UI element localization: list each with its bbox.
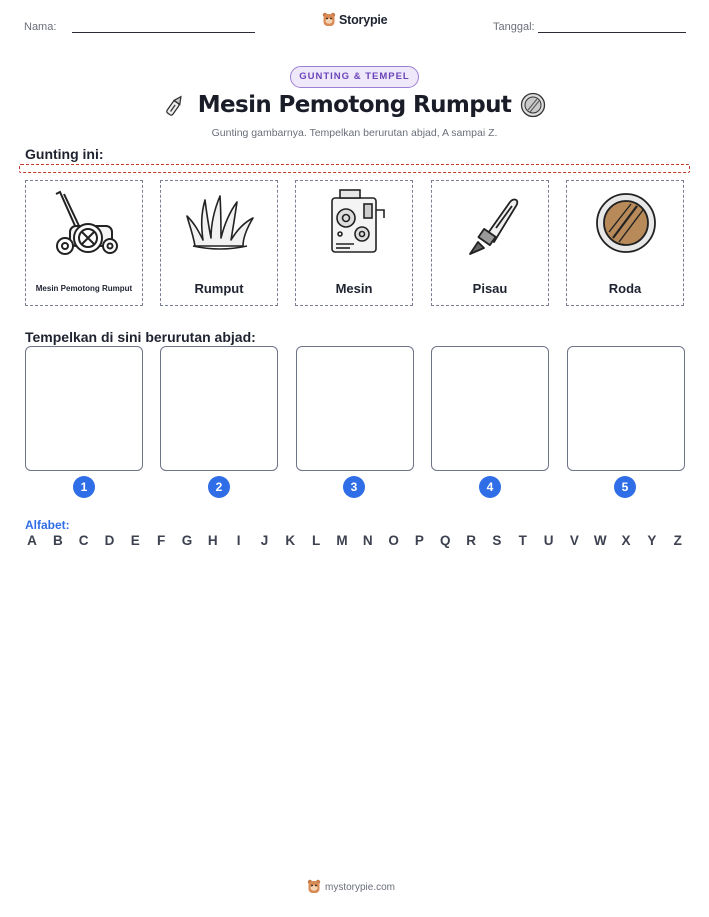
page-title: Mesin Pemotong Rumput xyxy=(197,92,512,118)
alphabet-letter: M xyxy=(336,533,348,548)
knife-icon xyxy=(456,188,526,258)
slot-number-badge: 3 xyxy=(343,476,365,498)
alphabet-letter: H xyxy=(207,533,218,548)
paste-slot-1[interactable] xyxy=(25,346,143,471)
paste-section-label: Tempelkan di sini berurutan abjad: xyxy=(25,329,256,345)
paste-slot-4[interactable] xyxy=(431,346,549,471)
alphabet-letter: T xyxy=(518,533,527,548)
card-label: Mesin xyxy=(335,281,373,296)
activity-tag: GUNTING & TEMPEL xyxy=(290,66,419,88)
alphabet-letter: R xyxy=(466,533,476,548)
alphabet-letter: O xyxy=(388,533,399,548)
footer xyxy=(307,879,395,895)
wheel-icon xyxy=(591,188,661,258)
alphabet-letter: V xyxy=(569,533,579,548)
slot-number-badge: 4 xyxy=(479,476,501,498)
alphabet-letter: X xyxy=(621,533,631,548)
brand-name: Storypie xyxy=(339,13,388,27)
alphabet-letter: L xyxy=(311,533,321,548)
name-line[interactable] xyxy=(72,32,255,33)
paste-slot-2[interactable] xyxy=(160,346,278,471)
brand-logo xyxy=(322,12,387,28)
alphabet-letter: E xyxy=(130,533,140,548)
alphabet-letter: J xyxy=(260,533,269,548)
card-lawn-mower[interactable] xyxy=(25,180,143,306)
alphabet-letter: A xyxy=(27,533,37,548)
machine-icon xyxy=(320,188,390,258)
alphabet-letter: P xyxy=(414,533,424,548)
name-label: Nama: xyxy=(24,21,57,33)
wheel-icon xyxy=(520,92,546,118)
alphabet-letter: Y xyxy=(647,533,657,548)
slot-number-badge: 2 xyxy=(208,476,230,498)
alphabet-title: Alfabet: xyxy=(25,518,70,532)
slot-number-badge: 1 xyxy=(73,476,95,498)
alphabet-letter: I xyxy=(236,533,241,548)
alphabet-row xyxy=(25,533,685,548)
footer-url[interactable]: mystorypie.com xyxy=(325,881,396,893)
cut-section-label: Gunting ini: xyxy=(25,146,104,162)
card-knife[interactable] xyxy=(431,180,549,306)
card-label: Mesin Pemotong Rumput xyxy=(35,284,133,293)
card-label: Pisau xyxy=(472,281,508,296)
card-label: Roda xyxy=(608,281,642,296)
cut-line xyxy=(19,164,690,173)
slot-number-badge: 5 xyxy=(614,476,636,498)
alphabet-letter: B xyxy=(52,533,63,548)
alphabet-letter: U xyxy=(543,533,554,548)
alphabet-letter: Q xyxy=(439,533,451,548)
alphabet-letter: Z xyxy=(673,533,682,548)
alphabet-letter: G xyxy=(181,533,193,548)
bear-icon xyxy=(322,12,336,28)
alphabet-letter: W xyxy=(593,533,607,548)
alphabet-letter: S xyxy=(492,533,502,548)
card-label: Rumput xyxy=(194,281,244,296)
alphabet-letter: D xyxy=(104,533,115,548)
alphabet-letter: F xyxy=(157,533,166,548)
paste-slot-3[interactable] xyxy=(296,346,414,471)
paste-slot-5[interactable] xyxy=(567,346,685,471)
alphabet-letter: C xyxy=(78,533,89,548)
alphabet-letter: N xyxy=(362,533,373,548)
card-grass[interactable] xyxy=(160,180,278,306)
card-wheel[interactable] xyxy=(566,180,684,306)
date-line[interactable] xyxy=(538,32,686,33)
bear-icon xyxy=(307,879,321,895)
instruction-text: Gunting gambarnya. Tempelkan berurutan abjad, A sampai Z. xyxy=(211,127,498,139)
grass-icon xyxy=(185,188,255,258)
lawn-mower-icon xyxy=(50,188,120,258)
date-label: Tanggal: xyxy=(493,21,535,33)
card-machine[interactable] xyxy=(295,180,413,306)
alphabet-letter: K xyxy=(285,533,296,548)
